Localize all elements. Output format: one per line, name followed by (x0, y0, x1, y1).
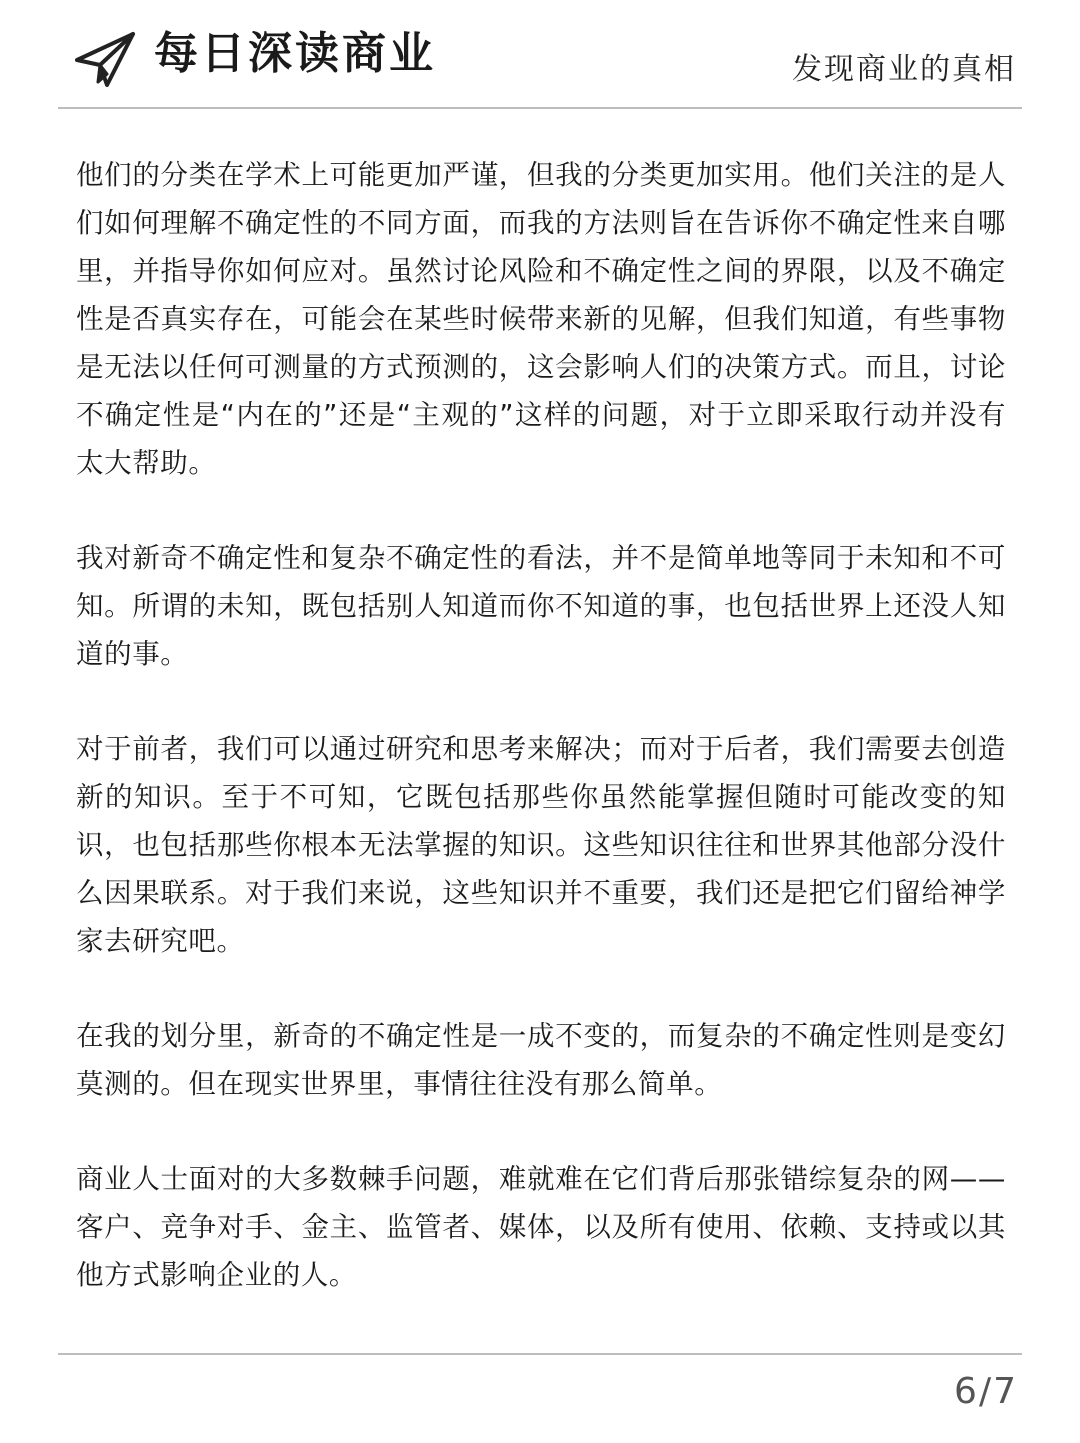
paragraph: 在我的划分里，新奇的不确定性是一成不变的，而复杂的不确定性则是变幻莫测的。但在现实世界里，事情往往没有那么简单。 (76, 1020, 1006, 1100)
header-divider (58, 107, 1022, 109)
page-indicator (954, 1370, 1016, 1414)
footer-divider (58, 1353, 1022, 1355)
current-page: 6 (954, 1371, 977, 1412)
paragraph: 对于前者，我们可以通过研究和思考来解决；而对于后者，我们需要去创造新的知识。至于不可知，它既包括那些你虽然能掌握但随时可能改变的知识，也包括那些你根本无法掌握的知识。这些知识往往和世界其他部分没什么因果联系。对于我们来说，这些知识并不重要，我们还是把它们留给神学家去研究吧。 (76, 733, 1006, 957)
paragraph: 我对新奇不确定性和复杂不确定性的看法，并不是简单地等同于未知和不可知。所谓的未知，既包括别人知道而你不知道的事，也包括世界上还没人知道的事。 (76, 542, 1006, 670)
paragraph: 他们的分类在学术上可能更加严谨，但我的分类更加实用。他们关注的是人们如何理解不确定性的不同方面，而我的方法则旨在告诉你不确定性来自哪里，并指导你如何应对。虽然讨论风险和不确定性之间的界限，以及不确定性是否真实存在，可能会在某些时候带来新的见解，但我们知道，有些事物是无法以任何可测量的方式预测的，这会影响人们的决策方式。而且，讨论不确定性是“内在的”还是“主观的”这样的问题，对于立即采取行动并没有太大帮助。 (76, 159, 1006, 479)
paragraph: 商业人士面对的大多数棘手问题，难就难在它们背后那张错综复杂的网——客户、竞争对手、金主、监管者、媒体，以及所有使用、依赖、支持或以其他方式影响企业的人。 (76, 1163, 1006, 1291)
tagline: 发现商业的真相 (792, 52, 1016, 87)
total-pages: 7 (993, 1371, 1016, 1412)
header (0, 0, 1080, 108)
paper-plane-icon (74, 30, 136, 88)
page-separator: / (978, 1371, 992, 1412)
article-body (76, 151, 1006, 1346)
brand-title: 每日深读商业 (154, 28, 436, 79)
